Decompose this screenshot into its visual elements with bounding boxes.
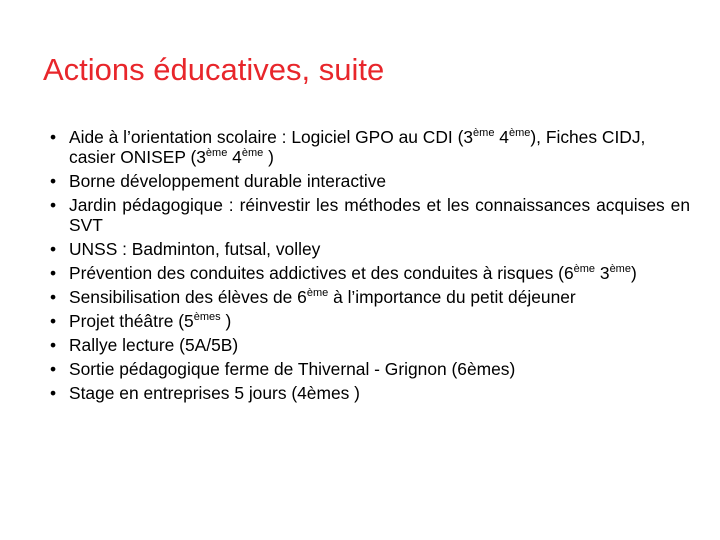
bullet-icon: • (50, 311, 57, 331)
superscript: èmes (193, 311, 221, 323)
bullet-icon: • (50, 171, 57, 191)
list-item (50, 359, 690, 379)
list-item (50, 171, 690, 191)
bullet-icon: • (50, 335, 57, 355)
list-item-text: 4 (227, 147, 242, 167)
superscript: ème (609, 263, 631, 275)
superscript: ème (473, 127, 495, 139)
superscript: ème (573, 263, 596, 275)
list-item-text: Sortie pédagogique ferme de Thivernal - Grignon (6èmes) (69, 359, 516, 379)
list-item-text: Rallye lecture (5A/5B) (69, 335, 239, 355)
list-item (50, 311, 690, 331)
superscript: ème (508, 127, 531, 139)
list-item-text: UNSS : Badminton, futsal, volley (69, 239, 321, 259)
bullet-icon: • (50, 359, 57, 379)
bullet-icon: • (50, 287, 57, 307)
list-item-text: ) (263, 147, 274, 167)
list-item (50, 335, 690, 355)
list-item-text: ) (630, 263, 637, 283)
list-item (50, 287, 690, 307)
list-item-text: ), Fiches CIDJ, casier ONISEP (3 (69, 127, 646, 167)
bullet-icon: • (50, 263, 57, 283)
bullet-icon: • (50, 383, 57, 403)
superscript: ème (205, 147, 228, 159)
list-item-text: Projet théâtre (5 (69, 311, 194, 331)
list-item-text: Prévention des conduites addictives et des conduites à risques (6 (69, 263, 574, 283)
slide-title: Actions éducatives, suite (43, 52, 385, 87)
bullet-icon: • (50, 195, 57, 215)
list-item (50, 127, 690, 167)
list-item-text: à l’importance du petit déjeuner (328, 287, 576, 307)
list-item-text: Sensibilisation des élèves de 6 (69, 287, 307, 307)
list-item-text: 3 (595, 263, 610, 283)
superscript: ème (306, 287, 329, 299)
list-item-text: ) (220, 311, 232, 331)
list-item-text: Aide à l’orientation scolaire : Logiciel GPO au CDI (3 (69, 127, 474, 147)
superscript: ème (241, 147, 264, 159)
list-item-text: Stage en entreprises 5 jours (4èmes ) (69, 383, 360, 403)
list-item (50, 383, 690, 403)
list-item (50, 195, 690, 235)
list-item (50, 239, 690, 259)
list-item (50, 263, 690, 283)
bullet-list (50, 127, 690, 407)
bullet-icon: • (50, 127, 57, 147)
list-item-text: Borne développement durable interactive (69, 171, 387, 191)
bullet-icon: • (50, 239, 57, 259)
list-item-text: Jardin pédagogique : réinvestir les méthodes et les connaissances acquises en SVT (69, 195, 690, 235)
list-item-text: 4 (494, 127, 509, 147)
